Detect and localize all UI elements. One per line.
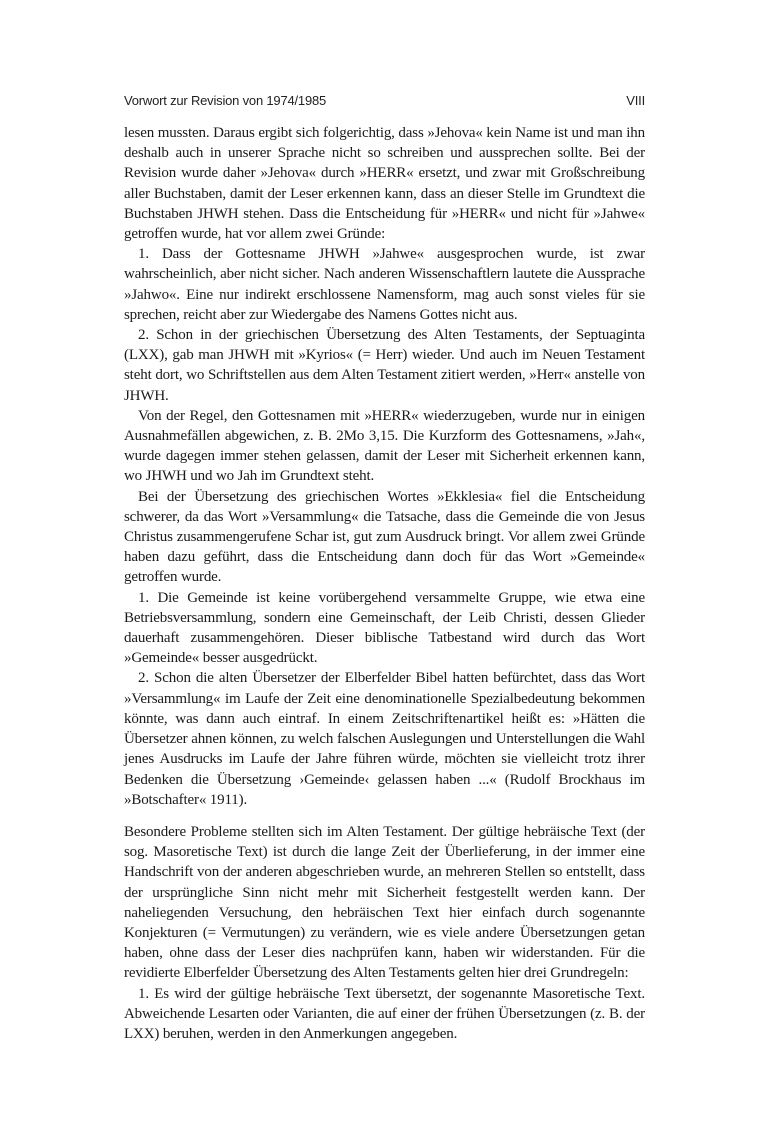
paragraph: 1. Es wird der gültige hebräische Text übersetzt, der sogenannte Masoretische Text. Abweichende Lesarten oder Varianten, die auf einer der frühen Übersetzungen (z. B. der LXX) beruhen, werden in den Anmerkungen angegeben.	[124, 985, 645, 1042]
body-text	[124, 123, 645, 1044]
running-title: Vorwort zur Revision von 1974/1985	[124, 93, 327, 108]
paragraph: 1. Die Gemeinde ist keine vorübergehend versammelte Gruppe, wie etwa eine Betriebsversammlung, sondern eine Gemeinschaft, der Leib Christi, dessen Glieder dauerhaft zusammengehören. Dieser biblische Tatbestand wird durch das Wort »Gemeinde« besser ausgedrückt.	[124, 589, 645, 667]
paragraph: Besondere Probleme stellten sich im Alten Testament. Der gültige hebräische Text (der sog. Masoretische Text) ist durch die lange Zeit der Überlieferung, in der immer eine Handschrift von der anderen abgeschrieben wurde, an mehreren Stellen so entstellt, dass der ursprüngliche Sinn nicht mehr mit Sicherheit festgestellt werden kann. Der naheliegenden Versuchung, den hebräischen Text hier einfach durch sogenannte Konjekturen (= Vermutungen) zu verändern, wie es viele andere Übersetzungen getan haben, ohne dass der Leser dies nachprüfen kann, haben wir widerstanden. Für die revidierte Elberfelder Übersetzung des Alten Testaments gelten hier drei Grundregeln:	[124, 823, 645, 982]
page-number: VIII	[626, 93, 645, 108]
paragraph: Von der Regel, den Gottesnamen mit »HERR« wiederzugeben, wurde nur in einigen Ausnahmefällen abgewichen, z. B. 2Mo 3,15. Die Kurzform des Gottesnamens, »Jah«, wurde dagegen immer stehen gelassen, damit der Leser mit Sicherheit erkennen kann, wo JHWH und wo Jah im Grundtext steht.	[124, 407, 645, 485]
paragraph: 2. Schon die alten Übersetzer der Elberfelder Bibel hatten befürchtet, dass das Wort »Versammlung« im Laufe der Zeit eine denominationelle Spezialbedeutung bekommen könnte, was dann auch eintraf. In einem Zeitschriftenartikel heißt es: »Hätten die Übersetzer ahnen können, zu welch falschen Auslegungen und Unterstellungen die Wahl jenes Ausdrucks im Laufe der Jahre führen würde, möchten sie vielleicht trotz ihrer Bedenken die Übersetzung ›Gemeinde‹ gelassen haben ...« (Rudolf Brockhaus im »Botschafter« 1911).	[124, 670, 645, 808]
paragraph: 1. Dass der Gottesname JHWH »Jahwe« ausgesprochen wurde, ist zwar wahrscheinlich, aber nicht sicher. Nach anderen Wissenschaftlern lautete die Aussprache »Jahwo«. Eine nur indirekt erschlossene Namensform, mag auch sonst vieles für sie sprechen, reicht aber zur Wiedergabe des Namens Gottes nicht aus.	[124, 246, 645, 323]
running-header	[124, 93, 645, 113]
paragraph: Bei der Übersetzung des griechischen Wortes »Ekklesia« fiel die Entscheidung schwerer, da das Wort »Versammlung« die Tatsache, dass die Gemeinde die von Jesus Christus zusammengerufene Schar ist, gut zum Ausdruck bringt. Vor allem zwei Gründe haben dazu geführt, dass die Entscheidung dann doch für das Wort »Gemeinde« getroffen wurde.	[124, 488, 645, 586]
paragraph: 2. Schon in der griechischen Übersetzung des Alten Testaments, der Septuaginta (LXX), gab man JHWH mit »Kyrios« (= Herr) wieder. Und auch im Neuen Testament steht dort, wo Schriftstellen aus dem Alten Testament zitiert werden, »Herr« anstelle von JHWH.	[124, 327, 645, 404]
paragraph: lesen mussten. Daraus ergibt sich folgerichtig, dass »Jehova« kein Name ist und man ihn deshalb auch in unserer Sprache nicht so schreiben und aussprechen sollte. Bei der Revision wurde daher »Jehova« durch »HERR« ersetzt, und zwar mit Großschreibung aller Buchstaben, damit der Leser erkennen kann, dass an dieser Stelle im Grundtext die Buchstaben JHWH stehen. Dass die Entscheidung für »HERR« und nicht für »Jahwe« getroffen wurde, hat vor allem zwei Gründe:	[124, 125, 645, 243]
